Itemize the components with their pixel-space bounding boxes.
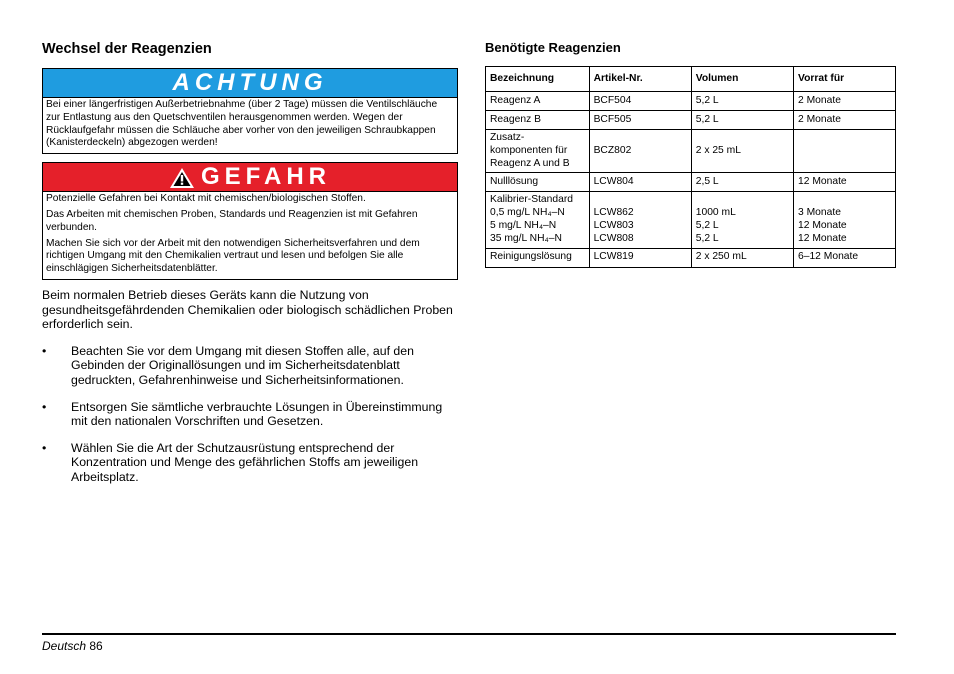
cell-line: Reagenz A und B	[490, 157, 570, 169]
cell-line: 12 Monate	[798, 232, 847, 244]
cell-line: LCW819	[593, 251, 634, 263]
intro-paragraph: Beim normalen Betrieb dieses Geräts kann die Nutzung von gesundheitsgefährdenden Chemikalien oder biologisch schädlichen Proben erforderlich sein.	[42, 287, 453, 332]
table-cell-article	[589, 192, 691, 248]
cell-line: Reagenz B	[490, 113, 541, 125]
achtung-box	[42, 68, 458, 154]
cell-line: 2 Monate	[798, 94, 841, 106]
cell-line: komponenten für	[490, 144, 568, 156]
table-cell-name	[486, 173, 590, 192]
warning-triangle-icon	[169, 167, 195, 189]
table-cell-article	[589, 92, 691, 111]
cell-line: 5 mg/L NH₄–N	[490, 219, 557, 231]
cell-line: 5,2 L	[695, 113, 719, 125]
bullet-dot: •	[42, 440, 47, 455]
reagents-table-body	[486, 92, 896, 268]
achtung-heading	[43, 69, 457, 98]
achtung-body	[43, 98, 457, 153]
table-cell-volume	[691, 111, 793, 130]
table-header-row	[486, 67, 896, 92]
cell-line: LCW803	[593, 219, 634, 231]
reagents-table	[485, 66, 896, 268]
cell-line: Reinigungslösung	[490, 251, 572, 263]
cell-line: 3 Monate	[798, 207, 841, 219]
table-cell-supply	[794, 130, 896, 173]
table-row	[486, 248, 896, 267]
table-cell-name	[486, 111, 590, 130]
bullet-list	[42, 344, 458, 485]
cell-line: 5,2 L	[695, 94, 719, 106]
cell-line	[594, 194, 687, 207]
gefahr-box	[42, 162, 458, 280]
table-cell-name	[486, 248, 590, 267]
cell-line: BCF504	[593, 94, 632, 106]
cell-line: Reagenz A	[490, 94, 541, 106]
footer-divider	[42, 633, 896, 635]
cell-line: 1000 mL	[695, 207, 736, 219]
cell-line: BCZ802	[593, 144, 632, 156]
gefahr-paragraph: Potenzielle Gefahren bei Kontakt mit chemischen/biologischen Stoffen.	[46, 193, 366, 205]
column-header: Artikel-Nr.	[589, 67, 691, 92]
cell-line: 5,2 L	[695, 232, 719, 244]
table-cell-supply	[794, 92, 896, 111]
cell-line: Nulllösung	[490, 175, 539, 187]
cell-line: 2 x 25 mL	[695, 144, 741, 156]
table-cell-volume	[691, 192, 793, 248]
page-footer	[42, 639, 103, 653]
cell-line: 2,5 L	[695, 175, 719, 187]
footer-page-number: 86	[89, 639, 103, 653]
gefahr-heading-text: GEFAHR	[200, 163, 331, 191]
table-row	[486, 92, 896, 111]
column-header: Vorrat für	[794, 67, 896, 92]
table-cell-supply	[794, 192, 896, 248]
table-cell-volume	[691, 130, 793, 173]
bullet-text: Wählen Sie die Art der Schutzausrüstung entsprechend der Konzentration und Menge des gefährlichen Stoffs am jeweiligen Arbeitsplatz.	[71, 440, 419, 484]
table-row	[486, 192, 896, 248]
column-header: Bezeichnung	[486, 67, 590, 92]
table-cell-supply	[794, 173, 896, 192]
cell-line	[798, 145, 891, 158]
left-column	[42, 40, 458, 497]
gefahr-heading	[43, 163, 457, 192]
bullet-item	[42, 441, 458, 485]
cell-line: 6–12 Monate	[798, 251, 859, 263]
table-cell-article	[589, 248, 691, 267]
cell-line: Zusatz-	[490, 132, 525, 143]
table-cell-volume	[691, 92, 793, 111]
table-row	[486, 111, 896, 130]
cell-line: 0,5 mg/L NH₄–N	[490, 207, 565, 219]
table-cell-name	[486, 192, 590, 248]
bullet-text: Entsorgen Sie sämtliche verbrauchte Lösungen in Übereinstimmung mit den nationalen Vorschriften und Gesetzen.	[71, 399, 443, 429]
cell-line: 12 Monate	[798, 175, 847, 187]
table-cell-name	[486, 92, 590, 111]
table-cell-supply	[794, 248, 896, 267]
bullet-item	[42, 344, 458, 388]
cell-line: 2 x 250 mL	[695, 251, 747, 263]
cell-line: LCW808	[593, 232, 634, 244]
bullet-dot: •	[42, 399, 47, 414]
cell-line: LCW862	[593, 207, 634, 219]
cell-line: 5,2 L	[695, 219, 719, 231]
table-cell-name	[486, 130, 590, 173]
cell-line: Kalibrier-Standard	[490, 194, 573, 206]
table-cell-volume	[691, 173, 793, 192]
cell-line: LCW804	[593, 175, 634, 187]
cell-line	[696, 194, 789, 207]
cell-line: 35 mg/L NH₄–N	[490, 232, 562, 244]
reagents-title: Benötigte Reagenzien	[485, 40, 621, 55]
cell-line: 12 Monate	[798, 219, 847, 231]
footer-language: Deutsch	[42, 639, 87, 653]
cell-line: 2 Monate	[798, 113, 841, 125]
bullet-text: Beachten Sie vor dem Umgang mit diesen Stoffen alle, auf den Gebinden der Originallösungen und im Sicherheitsdatenblatt gedruckten, Gefahrenhinweise und Sicherheitsinformationen.	[71, 343, 414, 387]
right-column	[485, 40, 896, 268]
bullet-item	[42, 400, 458, 429]
gefahr-body	[43, 192, 457, 279]
section-title: Wechsel der Reagenzien	[42, 41, 212, 57]
table-cell-volume	[691, 248, 793, 267]
table-cell-article	[589, 173, 691, 192]
achtung-text: Bei einer längerfristigen Außerbetriebnahme (über 2 Tage) müssen die Ventilschläuche zur Entlastung aus den Quetschventilen herausgenommen werden. Wegen der Rücklaufgefahr müssen die Schläuche aber vorher von den jeweiligen Schraubkappen (Kanisterdeckeln) abgezogen werden!	[46, 99, 438, 149]
gefahr-paragraph: Das Arbeiten mit chemischen Proben, Standards und Reagenzien ist mit Gefahren verbunden.	[46, 208, 418, 233]
gefahr-paragraph: Machen Sie sich vor der Arbeit mit den notwendigen Sicherheitsverfahren und dem richtigen Umgang mit den Chemikalien vertraut und lesen und befolgen Sie alle einschlägigen Sicherheitsdatenblätter.	[46, 237, 420, 275]
table-row	[486, 130, 896, 173]
bullet-dot: •	[42, 343, 47, 358]
table-row	[486, 173, 896, 192]
achtung-heading-text: ACHTUNG	[172, 69, 328, 96]
table-cell-article	[589, 130, 691, 173]
table-cell-supply	[794, 111, 896, 130]
table-cell-article	[589, 111, 691, 130]
cell-line	[798, 194, 891, 207]
cell-line: BCF505	[593, 113, 632, 125]
column-header: Volumen	[691, 67, 793, 92]
